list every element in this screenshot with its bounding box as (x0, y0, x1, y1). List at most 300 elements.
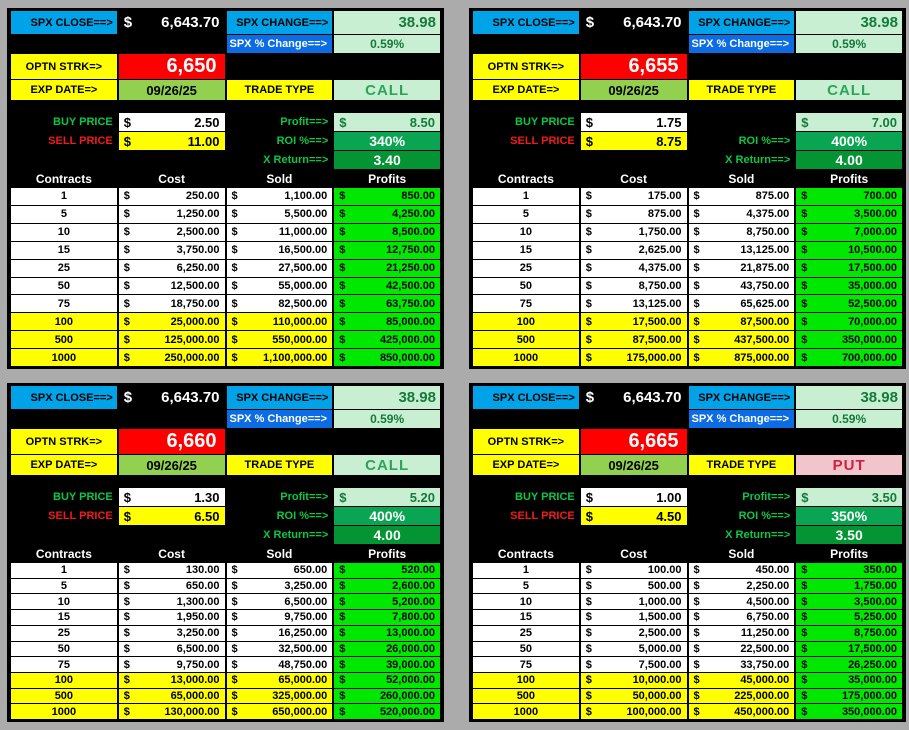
contracts-table-row (11, 295, 440, 312)
spx-pct-change-row (473, 35, 902, 53)
dollar-sign: $ (585, 244, 592, 257)
sold-amount: 225,000.00 (734, 689, 790, 702)
roi-label: ROI %==> (738, 135, 791, 147)
roi-label: ROI %==> (276, 135, 329, 147)
sold-cell (689, 642, 795, 657)
contracts-table-row (11, 673, 440, 688)
dollar-sign: $ (339, 226, 346, 239)
dollar-sign: $ (801, 705, 808, 718)
profits-amount: 700.00 (863, 190, 897, 203)
cost-cell (581, 673, 687, 688)
contracts-table-row (11, 313, 440, 330)
dollar-sign: $ (693, 190, 700, 203)
spx-change-label: SPX CHANGE==> (689, 11, 795, 34)
contracts-cell: 5 (473, 206, 579, 223)
spx-change-value: 38.98 (796, 11, 902, 34)
spx-close-amount: 6,643.70 (623, 14, 682, 31)
contracts-table-row (11, 563, 440, 578)
roi-value: 350% (796, 507, 902, 525)
profits-amount: 520.00 (401, 564, 435, 577)
blank-cell (473, 151, 687, 169)
sell-price-row (11, 507, 440, 525)
sell-price-row (11, 132, 440, 150)
contracts-cell: 100 (11, 673, 117, 688)
optn-strk-value[interactable]: 6,665 (581, 429, 687, 454)
sold-cell (689, 313, 795, 330)
contracts-table-row (473, 657, 902, 672)
spx-change-value: 38.98 (334, 386, 440, 409)
sold-cell (689, 657, 795, 672)
dollar-sign: $ (585, 564, 592, 577)
option-strike-row (473, 54, 902, 79)
profit-value-cell (796, 488, 902, 506)
cost-amount: 2,500.00 (638, 627, 682, 640)
profits-cell (334, 224, 440, 241)
buy-price-amount: 1.75 (656, 114, 682, 130)
cost-cell (119, 610, 225, 625)
spx-pct-change-value: 0.59% (334, 410, 440, 428)
dollar-sign: $ (585, 642, 592, 655)
profits-column-header: Profits (830, 546, 869, 561)
blank-cell (11, 35, 225, 53)
cost-cell (119, 642, 225, 657)
sell-price-amount: 8.75 (656, 133, 682, 149)
table-header-row (473, 545, 902, 562)
exp-date-row (11, 80, 440, 100)
dollar-sign: $ (585, 297, 592, 310)
exp-date-row (11, 455, 440, 475)
profits-amount: 350.00 (863, 564, 897, 577)
exp-date-value[interactable]: 09/26/25 (581, 80, 687, 100)
sold-cell (689, 188, 795, 205)
dollar-sign: $ (339, 642, 346, 655)
profits-cell (796, 278, 902, 295)
trade-type-value[interactable]: CALL (334, 80, 440, 100)
dollar-sign: $ (123, 689, 130, 702)
contracts-cell: 50 (473, 278, 579, 295)
sold-cell (227, 260, 333, 277)
profits-amount: 35,000.00 (848, 279, 897, 292)
contracts-cell: 100 (11, 313, 117, 330)
dollar-sign: $ (231, 674, 238, 687)
sold-cell (227, 689, 333, 704)
sold-amount: 11,250.00 (740, 627, 790, 640)
sold-amount: 3,250.00 (284, 580, 328, 593)
buy-price-label: BUY PRICE (515, 116, 575, 128)
profits-cell (334, 626, 440, 641)
spx-close-amount: 6,643.70 (161, 14, 220, 31)
dollar-sign: $ (339, 244, 346, 257)
cost-amount: 65,000.00 (170, 689, 220, 702)
dollar-sign: $ (123, 658, 130, 671)
trade-type-value[interactable]: CALL (796, 80, 902, 100)
dollar-sign: $ (123, 315, 130, 328)
profits-amount: 13,000.00 (386, 627, 435, 640)
cost-cell (119, 278, 225, 295)
contracts-table-row (473, 563, 902, 578)
sold-amount: 8,750.00 (746, 226, 790, 239)
contracts-table-row (11, 689, 440, 704)
dollar-sign: $ (585, 133, 593, 149)
sold-cell (689, 563, 795, 578)
sold-amount: 450,000.00 (734, 705, 790, 718)
sell-price-amount: 4.50 (656, 508, 682, 524)
profits-amount: 175,000.00 (841, 689, 897, 702)
blank-cell (11, 410, 225, 428)
dollar-sign: $ (801, 297, 808, 310)
contracts-cell: 50 (11, 642, 117, 657)
cost-column-header: Cost (158, 171, 185, 186)
profits-cell (796, 657, 902, 672)
dollar-sign: $ (801, 262, 808, 275)
spx-change-label: SPX CHANGE==> (227, 386, 333, 409)
cost-cell (119, 260, 225, 277)
spx-close-amount: 6,643.70 (623, 389, 682, 406)
blank-cell (473, 35, 687, 53)
profits-cell (796, 689, 902, 704)
contracts-cell: 25 (473, 626, 579, 641)
profit-amount: 8.50 (409, 114, 435, 130)
cost-amount: 13,125.00 (632, 297, 682, 310)
spx-change-value: 38.98 (796, 386, 902, 409)
sold-cell (689, 242, 795, 259)
profits-amount: 350,000.00 (841, 705, 897, 718)
contracts-cell: 5 (11, 206, 117, 223)
profits-column-header: Profits (368, 546, 407, 561)
roi-label: ROI %==> (738, 510, 791, 522)
dollar-sign: $ (231, 642, 238, 655)
trade-type-label: TRADE TYPE (227, 455, 333, 475)
cost-cell (119, 188, 225, 205)
x-return-label: X Return==> (725, 529, 791, 541)
dollar-sign: $ (231, 208, 238, 221)
x-return-row (11, 151, 440, 169)
contracts-column-header: Contracts (497, 546, 554, 561)
profits-amount: 3,500.00 (854, 208, 897, 221)
trade-type-value[interactable]: PUT (796, 455, 902, 475)
sold-cell (227, 313, 333, 330)
profit-amount: 3.50 (871, 489, 897, 505)
contracts-table-row (11, 594, 440, 609)
spx-close-value-cell[interactable] (581, 386, 687, 409)
cost-amount: 18,750.00 (170, 297, 220, 310)
contracts-table-row (11, 704, 440, 719)
buy-price-input[interactable] (119, 113, 225, 131)
sold-cell (227, 224, 333, 241)
profits-cell (796, 349, 902, 366)
dollar-sign: $ (123, 674, 130, 687)
contracts-cell: 25 (11, 260, 117, 277)
buy-price-label: BUY PRICE (515, 491, 575, 503)
contracts-cell: 1000 (11, 349, 117, 366)
contracts-table-row (473, 260, 902, 277)
cost-cell (119, 673, 225, 688)
sell-price-input[interactable] (119, 507, 225, 525)
profits-cell (334, 673, 440, 688)
exp-date-label: EXP DATE=> (11, 455, 117, 475)
dollar-sign: $ (801, 658, 808, 671)
sold-amount: 55,000.00 (278, 279, 328, 292)
dollar-sign: $ (585, 508, 593, 524)
sold-cell (689, 278, 795, 295)
cost-cell (581, 206, 687, 223)
contracts-table (11, 188, 440, 366)
contracts-cell: 1 (473, 188, 579, 205)
exp-date-value[interactable]: 09/26/25 (581, 455, 687, 475)
cost-cell (581, 689, 687, 704)
profits-amount: 5,200.00 (392, 595, 435, 608)
cost-amount: 130,000.00 (164, 705, 220, 718)
sold-cell (227, 331, 333, 348)
dollar-sign: $ (801, 279, 808, 292)
trade-type-label: TRADE TYPE (689, 455, 795, 475)
contracts-cell: 500 (473, 689, 579, 704)
dollar-sign: $ (123, 279, 130, 292)
profits-amount: 52,500.00 (848, 297, 897, 310)
profit-label: Profit==> (280, 491, 329, 503)
dollar-sign: $ (693, 595, 700, 608)
dollar-sign: $ (585, 226, 592, 239)
profits-amount: 17,500.00 (848, 262, 897, 275)
dollar-sign: $ (801, 351, 808, 364)
optn-strk-label: OPTN STRK=> (11, 429, 117, 454)
spx-close-row (473, 386, 902, 409)
contracts-cell: 1 (11, 188, 117, 205)
sold-amount: 82,500.00 (278, 297, 328, 310)
cost-amount: 130.00 (185, 564, 220, 577)
dollar-sign: $ (123, 133, 131, 149)
sell-price-input[interactable] (119, 132, 225, 150)
contracts-table-row (11, 188, 440, 205)
dollar-sign: $ (231, 705, 238, 718)
dollar-sign: $ (123, 595, 130, 608)
profits-amount: 26,250.00 (848, 658, 897, 671)
contracts-table (473, 188, 902, 366)
dollar-sign: $ (231, 226, 238, 239)
dollar-sign: $ (693, 580, 700, 593)
contracts-cell: 1000 (473, 349, 579, 366)
dollar-sign: $ (123, 642, 130, 655)
cost-amount: 1,250.00 (176, 208, 220, 221)
dollar-sign: $ (123, 208, 130, 221)
profits-cell (334, 260, 440, 277)
cost-amount: 87,500.00 (632, 333, 682, 346)
cost-amount: 125,000.00 (164, 333, 220, 346)
exp-date-value[interactable]: 09/26/25 (119, 80, 225, 100)
spx-close-value-cell[interactable] (119, 386, 225, 409)
cost-amount: 1,000.00 (638, 595, 682, 608)
spx-change-label: SPX CHANGE==> (689, 386, 795, 409)
profit-amount: 7.00 (871, 114, 897, 130)
profits-cell (796, 224, 902, 241)
profits-amount: 350,000.00 (841, 333, 897, 346)
cost-cell (119, 331, 225, 348)
optn-strk-value[interactable]: 6,660 (119, 429, 225, 454)
contracts-cell: 5 (473, 579, 579, 594)
dollar-sign: $ (231, 658, 238, 671)
contracts-table-row (11, 331, 440, 348)
cost-amount: 10,000.00 (632, 674, 682, 687)
dollar-sign: $ (231, 580, 238, 593)
profits-amount: 7,000.00 (854, 226, 897, 239)
profits-cell (334, 206, 440, 223)
profits-amount: 425,000.00 (379, 333, 435, 346)
profits-amount: 63,750.00 (386, 297, 435, 310)
buy-price-input[interactable] (119, 488, 225, 506)
x-return-label: X Return==> (263, 154, 329, 166)
dollar-sign: $ (339, 489, 347, 505)
dollar-sign: $ (123, 489, 131, 505)
profit-value-cell (796, 113, 902, 131)
dollar-sign: $ (231, 595, 238, 608)
dollar-sign: $ (693, 705, 700, 718)
sold-cell (227, 349, 333, 366)
contracts-table-row (473, 689, 902, 704)
table-header-row (473, 170, 902, 187)
cost-cell (581, 579, 687, 594)
dollar-sign: $ (693, 315, 700, 328)
spx-pct-change-value: 0.59% (334, 35, 440, 53)
sold-column-header: Sold (266, 171, 293, 186)
spx-pct-change-row (473, 410, 902, 428)
profit-label (689, 113, 795, 131)
cost-amount: 1,750.00 (638, 226, 682, 239)
blank-cell (689, 429, 903, 454)
dollar-sign: $ (585, 611, 592, 624)
sold-amount: 33,750.00 (740, 658, 790, 671)
contracts-table-row (11, 626, 440, 641)
contracts-cell: 1000 (473, 704, 579, 719)
optn-strk-value[interactable]: 6,655 (581, 54, 687, 79)
dollar-sign: $ (801, 627, 808, 640)
spacer-row (11, 476, 440, 487)
spx-close-label: SPX CLOSE==> (11, 386, 117, 409)
spacer-row (11, 101, 440, 112)
sold-amount: 1,100.00 (284, 190, 328, 203)
spx-close-row (473, 11, 902, 34)
dollar-sign: $ (231, 190, 238, 203)
cost-amount: 875.00 (647, 208, 682, 221)
cost-amount: 250,000.00 (164, 351, 220, 364)
dollar-sign: $ (693, 674, 700, 687)
cost-cell (581, 594, 687, 609)
contracts-table-row (473, 642, 902, 657)
spx-close-label: SPX CLOSE==> (11, 11, 117, 34)
cost-cell (581, 563, 687, 578)
cost-cell (581, 331, 687, 348)
exp-date-label: EXP DATE=> (473, 455, 579, 475)
sold-cell (227, 626, 333, 641)
profits-amount: 35,000.00 (848, 674, 897, 687)
spx-close-value-cell[interactable] (581, 11, 687, 34)
optn-strk-label: OPTN STRK=> (473, 54, 579, 79)
sold-amount: 875,000.00 (734, 351, 790, 364)
profits-amount: 21,250.00 (386, 262, 435, 275)
dollar-sign: $ (339, 627, 346, 640)
sold-amount: 110,000.00 (272, 315, 328, 328)
blank-cell (227, 54, 441, 79)
profits-cell (796, 295, 902, 312)
profits-amount: 70,000.00 (848, 315, 897, 328)
cost-cell (119, 657, 225, 672)
contracts-table-row (473, 313, 902, 330)
cost-amount: 3,750.00 (176, 244, 220, 257)
contracts-table-row (473, 610, 902, 625)
profits-column-header: Profits (368, 171, 407, 186)
sold-cell (689, 610, 795, 625)
table-header-row (11, 170, 440, 187)
exp-date-label: EXP DATE=> (473, 80, 579, 100)
spx-pct-change-label: SPX % Change==> (689, 410, 795, 428)
dollar-sign: $ (585, 351, 592, 364)
dollar-sign: $ (231, 627, 238, 640)
profits-cell (334, 689, 440, 704)
dollar-sign: $ (801, 580, 808, 593)
spx-close-value-cell[interactable] (119, 11, 225, 34)
sell-price-input[interactable] (581, 507, 687, 525)
sold-amount: 45,000.00 (740, 674, 790, 687)
spx-pct-change-label: SPX % Change==> (227, 410, 333, 428)
sold-amount: 32,500.00 (278, 642, 328, 655)
sell-price-input[interactable] (581, 132, 687, 150)
contracts-cell: 1000 (11, 704, 117, 719)
profits-amount: 3,500.00 (854, 595, 897, 608)
exp-date-label: EXP DATE=> (11, 80, 117, 100)
contracts-cell: 1 (11, 563, 117, 578)
dollar-sign: $ (339, 580, 346, 593)
sold-cell (689, 295, 795, 312)
dollar-sign: $ (801, 642, 808, 655)
cost-cell (581, 260, 687, 277)
profits-cell (334, 579, 440, 594)
sold-amount: 6,500.00 (284, 595, 328, 608)
profits-cell (334, 313, 440, 330)
dollar-sign: $ (123, 389, 133, 406)
cost-amount: 8,750.00 (638, 279, 682, 292)
contracts-table-row (473, 594, 902, 609)
optn-strk-value[interactable]: 6,650 (119, 54, 225, 79)
dollar-sign: $ (585, 208, 592, 221)
contracts-table-row (11, 349, 440, 366)
profits-cell (796, 610, 902, 625)
spacer-row (473, 101, 902, 112)
trade-type-value[interactable]: CALL (334, 455, 440, 475)
spx-pct-change-value: 0.59% (796, 410, 902, 428)
cost-amount: 4,375.00 (638, 262, 682, 275)
sold-amount: 65,625.00 (740, 297, 790, 310)
profits-cell (796, 313, 902, 330)
dollar-sign: $ (801, 595, 808, 608)
blank-cell (11, 526, 225, 544)
buy-price-input[interactable] (581, 488, 687, 506)
sell-price-amount: 11.00 (187, 133, 220, 149)
exp-date-value[interactable]: 09/26/25 (119, 455, 225, 475)
sold-amount: 450.00 (755, 564, 790, 577)
sell-price-label: SELL PRICE (48, 135, 113, 147)
dollar-sign: $ (339, 658, 346, 671)
sold-amount: 650.00 (293, 564, 328, 577)
profits-amount: 12,750.00 (386, 244, 435, 257)
dollar-sign: $ (339, 279, 346, 292)
profits-amount: 85,000.00 (386, 315, 435, 328)
cost-amount: 500.00 (647, 580, 682, 593)
cost-amount: 12,500.00 (170, 279, 220, 292)
profits-amount: 2,600.00 (392, 580, 435, 593)
cost-amount: 1,950.00 (176, 611, 220, 624)
dollar-sign: $ (339, 705, 346, 718)
sold-amount: 65,000.00 (278, 674, 328, 687)
buy-price-input[interactable] (581, 113, 687, 131)
